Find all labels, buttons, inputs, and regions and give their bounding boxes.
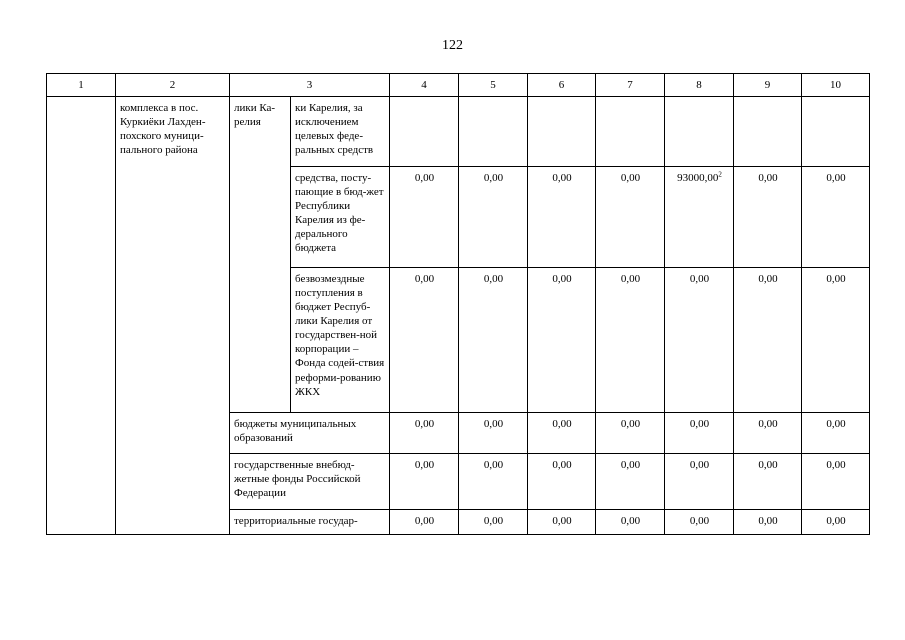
value-cell: 0,00	[665, 454, 734, 510]
source-label-cell: бюджеты муниципальных образований	[230, 413, 390, 454]
value-cell: 0,00	[390, 454, 459, 510]
value-cell	[459, 97, 528, 167]
value-cell: 0,00	[528, 268, 596, 413]
value-cell	[665, 97, 734, 167]
value-cell: 0,00	[596, 454, 665, 510]
source-label-cell: средства, посту-пающие в бюд-жет Республики Карелия из фе-дерального бюджета	[291, 167, 390, 268]
object-name-cell: комплекса в пос. Куркиёки Лахден-похского муници-пального района	[116, 97, 230, 535]
value-cell: 0,00	[596, 268, 665, 413]
source-label-cell: безвозмездные поступления в бюджет Респуб-лики Карелия от государствен-ной корпорации – Фонда содей-ствия реформи-рованию ЖКХ	[291, 268, 390, 413]
value-cell: 0,00	[734, 167, 802, 268]
header-cell: 7	[596, 74, 665, 97]
value-cell: 0,00	[665, 413, 734, 454]
value-cell: 0,00	[596, 413, 665, 454]
header-cell: 4	[390, 74, 459, 97]
value-cell: 0,00	[802, 413, 870, 454]
table-row	[47, 97, 870, 167]
value-cell: 0,00	[596, 510, 665, 535]
header-row	[47, 74, 870, 97]
value-cell-with-footnote	[665, 167, 734, 268]
value-cell: 0,00	[734, 268, 802, 413]
source-label-cell: ки Карелия, за исключением целевых феде-ральных средств	[291, 97, 390, 167]
value-cell	[802, 97, 870, 167]
value-cell: 0,00	[459, 413, 528, 454]
value-cell: 0,00	[665, 510, 734, 535]
value-cell: 0,00	[390, 167, 459, 268]
header-cell: 9	[734, 74, 802, 97]
header-cell: 8	[665, 74, 734, 97]
value-cell: 0,00	[390, 268, 459, 413]
value-cell: 0,00	[802, 510, 870, 535]
value-cell: 0,00	[459, 268, 528, 413]
value-cell	[596, 97, 665, 167]
value-cell	[528, 97, 596, 167]
col1-cell	[47, 97, 116, 535]
value-cell: 0,00	[528, 167, 596, 268]
footnoted-value: 93000,00	[677, 172, 719, 184]
value-cell: 0,00	[528, 454, 596, 510]
source-label-cell: территориальные государ-	[230, 510, 390, 535]
header-cell: 3	[230, 74, 390, 97]
value-cell: 0,00	[802, 454, 870, 510]
value-cell: 0,00	[390, 413, 459, 454]
value-cell: 0,00	[390, 510, 459, 535]
header-cell: 6	[528, 74, 596, 97]
footnote-mark: 2	[718, 170, 722, 179]
source-group-cell: лики Ка-релия	[230, 97, 291, 413]
value-cell: 0,00	[596, 167, 665, 268]
value-cell	[390, 97, 459, 167]
source-label-cell: государственные внебюд-жетные фонды Российской Федерации	[230, 454, 390, 510]
value-cell: 0,00	[459, 510, 528, 535]
value-cell: 0,00	[528, 510, 596, 535]
header-cell: 1	[47, 74, 116, 97]
page-number: 122	[442, 38, 463, 53]
value-cell: 0,00	[734, 454, 802, 510]
value-cell: 0,00	[459, 167, 528, 268]
value-cell: 0,00	[528, 413, 596, 454]
value-cell: 0,00	[734, 510, 802, 535]
value-cell: 0,00	[734, 413, 802, 454]
value-cell: 0,00	[459, 454, 528, 510]
header-cell: 5	[459, 74, 528, 97]
header-cell: 10	[802, 74, 870, 97]
value-cell: 0,00	[802, 268, 870, 413]
value-cell: 0,00	[802, 167, 870, 268]
header-cell: 2	[116, 74, 230, 97]
budget-table	[46, 73, 870, 535]
value-cell: 0,00	[665, 268, 734, 413]
value-cell	[734, 97, 802, 167]
